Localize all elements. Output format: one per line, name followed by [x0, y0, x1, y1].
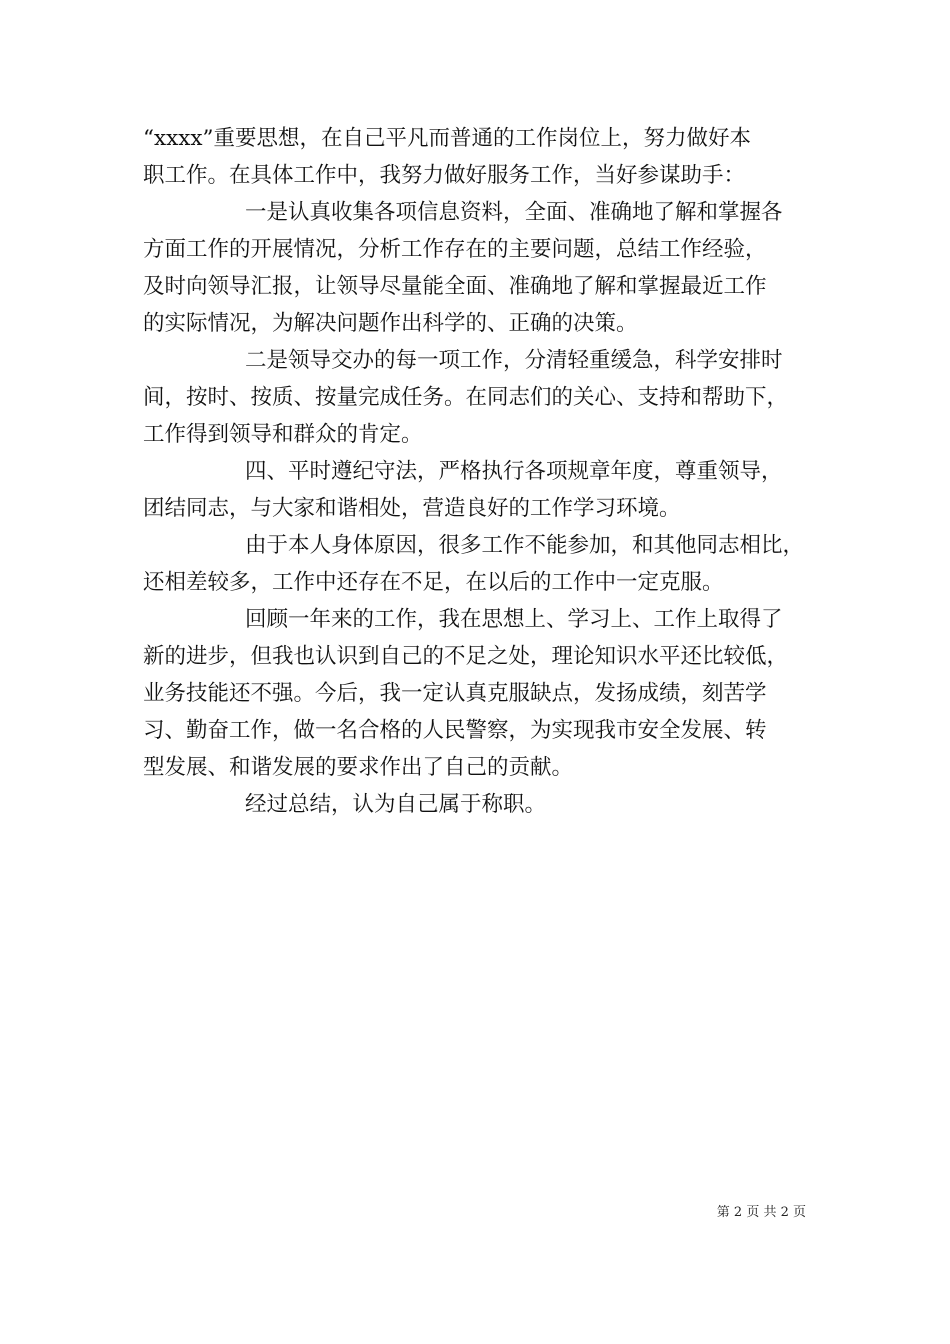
page-number-footer: 第 2 页 共 2 页	[716, 1205, 806, 1220]
text-line: 型发展、和谐发展的要求作出了自己的贡献。	[143, 755, 574, 780]
text-line: 工作得到领导和群众的肯定。	[143, 422, 423, 447]
text-line: 方面工作的开展情况，分析工作存在的主要问题，总结工作经验，	[143, 237, 767, 262]
text-line: 业务技能还不强。今后，我一定认真克服缺点，发扬成绩，刻苦学	[143, 681, 767, 706]
text-line: “xxxx”重要思想，在自己平凡而普通的工作岗位上，努力做好本	[143, 126, 751, 151]
text-line: 习、勤奋工作，做一名合格的人民警察，为实现我市安全发展、转	[143, 718, 767, 743]
text-line: 的实际情况，为解决问题作出科学的、正确的决策。	[143, 311, 638, 336]
text-line: 团结同志，与大家和谐相处，营造良好的工作学习环境。	[143, 496, 681, 521]
paragraph-start-line: 四、平时遵纪守法，严格执行各项规章年度，尊重领导，	[245, 459, 783, 484]
paragraph-start-line: 一是认真收集各项信息资料，全面、准确地了解和掌握各	[245, 200, 783, 225]
paragraph-start-line: 二是领导交办的每一项工作，分清轻重缓急，科学安排时	[245, 348, 783, 373]
text-line: 还相差较多，工作中还存在不足，在以后的工作中一定克服。	[143, 570, 724, 595]
paragraph-start-line: 经过总结，认为自己属于称职。	[245, 792, 547, 817]
paragraph-start-line: 由于本人身体原因，很多工作不能参加，和其他同志相比，	[245, 533, 805, 558]
text-line: 间，按时、按质、按量完成任务。在同志们的关心、支持和帮助下，	[143, 385, 789, 410]
text-line: 新的进步，但我也认识到自己的不足之处，理论知识水平还比较低，	[143, 644, 789, 669]
text-line: 职工作。在具体工作中，我努力做好服务工作，当好参谋助手：	[143, 163, 746, 188]
paragraph-start-line: 回顾一年来的工作，我在思想上、学习上、工作上取得了	[245, 607, 783, 632]
text-line: 及时向领导汇报，让领导尽量能全面、准确地了解和掌握最近工作	[143, 274, 767, 299]
document-body	[143, 120, 813, 823]
